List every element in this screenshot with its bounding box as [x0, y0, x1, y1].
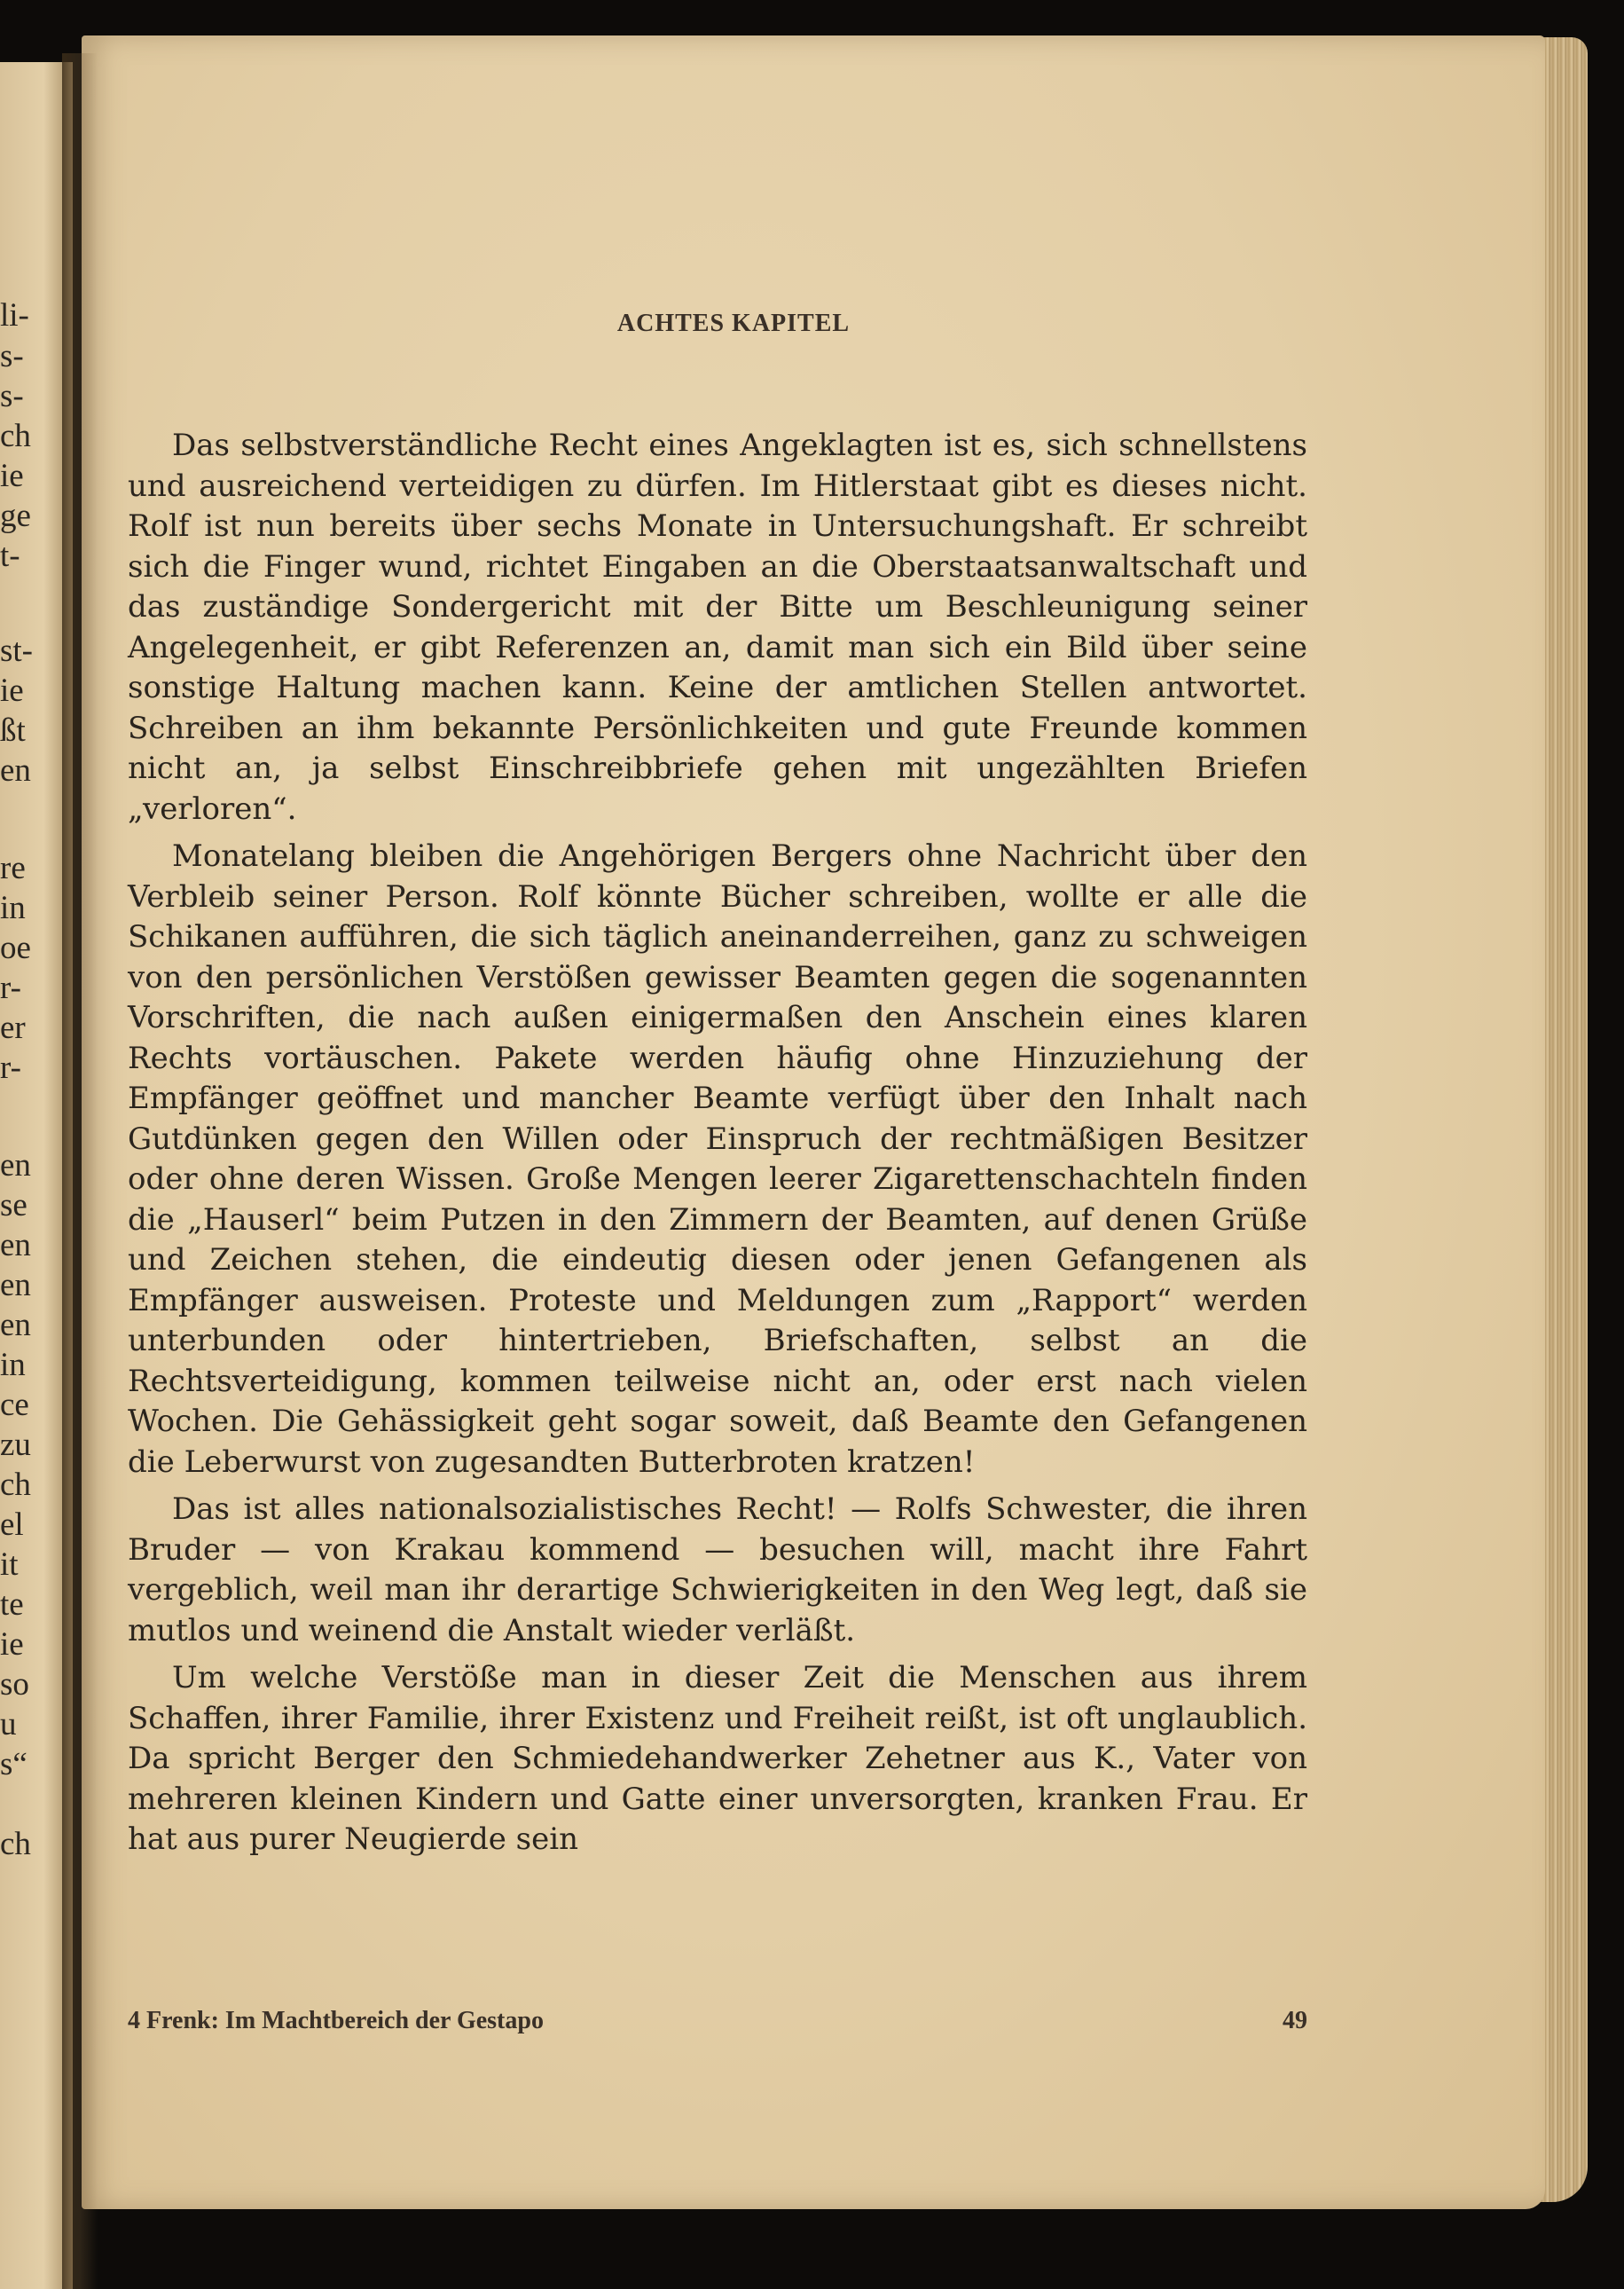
left-page-fragment: ce: [0, 1387, 29, 1423]
paragraph: Um welche Verstöße man in dieser Zeit die Menschen aus ihrem Schaffen, ihrer Familie, ihrer Existenz und Freiheit reißt, ist oft unglaublich. Da spricht Berger den Schmiedehandwerker Zehetner aus K., Vater von mehreren kleinen Kindern und Gatte einer unversorgten, kranken Frau. Er hat aus purer Neugierde sein: [128, 1660, 1307, 1857]
left-page-fragment: li-: [0, 297, 29, 334]
left-page-fragment: re: [0, 850, 26, 886]
left-page-fragment: en: [0, 1267, 31, 1303]
left-page-fragment: in: [0, 1347, 26, 1383]
paragraph: Das ist alles nationalsozialistisches Recht! — Rolfs Schwester, die ihren Bruder — von Krakau kommend — besuchen will, macht ihre Fahrt vergeblich, weil man ihr derartige Schwierigkeiten in den Weg legt, daß sie mutlos und weinend die Anstalt wieder verläßt.: [128, 1491, 1307, 1648]
left-page-fragment: en: [0, 1147, 31, 1184]
paragraph: Das selbstverständliche Recht eines Angeklagten ist es, sich schnellstens und ausreichend verteidigen zu dürfen. Im Hitlerstaat gibt es dieses nicht. Rolf ist nun bereits über sechs Monate in Untersuchungshaft. Er schreibt sich die Finger wund, richtet Eingaben an die Oberstaatsanwaltschaft und das zuständige Sondergericht mit der Bitte um Beschleunigung seiner Angelegenheit, er gibt Referenzen an, damit man sich ein Bild über seine sonstige Haltung machen kann. Keine der amtlichen Stellen antwortet. Schreiben an ihm bekannte Persönlichkeiten und gute Freunde kommen nicht an, ja selbst Einschreibbriefe gehen mit ungezählten Briefen „verloren“.: [128, 428, 1307, 827]
book-page: [82, 35, 1545, 2209]
gutter-shadow: [62, 53, 98, 2289]
left-page-fragment: ie: [0, 1626, 24, 1663]
left-page-fragment: t-: [0, 538, 20, 574]
page-number: 49: [1283, 2007, 1307, 2034]
left-page-fragment: ie: [0, 458, 24, 494]
left-page-fragment: s-: [0, 338, 24, 374]
left-page-fragment: ch: [0, 418, 31, 454]
left-page-fragment: r-: [0, 1050, 21, 1086]
left-page-fragment: s-: [0, 378, 24, 414]
left-page-fragment: it: [0, 1546, 19, 1583]
left-page-fragment: en: [0, 752, 31, 789]
left-page-fragment: r-: [0, 970, 21, 1006]
left-page-fragment: en: [0, 1227, 31, 1263]
left-page-fragment: er: [0, 1010, 26, 1046]
chapter-heading: ACHTES KAPITEL: [616, 310, 851, 337]
left-page-fragment: ge: [0, 498, 31, 534]
left-page-fragment: ßt: [0, 712, 26, 749]
left-page-fragment: s“: [0, 1746, 27, 1782]
left-page-fragment: so: [0, 1666, 29, 1703]
left-page-fragment: zu: [0, 1427, 31, 1463]
signature-line: 4 Frenk: Im Machtbereich der Gestapo: [128, 2007, 544, 2034]
left-page-fragment: oe: [0, 930, 31, 966]
left-page-fragment: en: [0, 1307, 31, 1343]
left-page-fragment: st-: [0, 633, 33, 669]
body-text: [128, 426, 1307, 1868]
left-page-fragment: ch: [0, 1826, 31, 1862]
left-page-fragment: ie: [0, 673, 24, 709]
left-page-fragment: u: [0, 1706, 17, 1742]
left-page-fragment: ch: [0, 1467, 31, 1503]
left-page-fragment: te: [0, 1586, 24, 1623]
left-page-fragment: in: [0, 890, 26, 926]
paragraph: Monatelang bleiben die Angehörigen Bergers ohne Nachricht über den Verbleib seiner Person. Rolf könnte Bücher schreiben, wollte er alle die Schikanen aufführen, die sich täglich aneinanderreihen, ganz zu schweigen von den persönlichen Verstößen gewisser Beamten gegen die sogenannten Vorschriften, die nach außen einigermaßen den Anschein eines klaren Rechts vortäuschen. Pakete werden häufig ohne Hinzuziehung der Empfänger geöffnet und mancher Beamte verfügt über den Inhalt nach Gutdünken gegen den Willen oder Einspruch der rechtmäßigen Besitzer oder ohne deren Wissen. Große Mengen leerer Zigarettenschachteln finden die „Hauserl“ beim Putzen in den Zimmern der Beamten, auf denen Grüße und Zeichen stehen, die eindeutig diesen oder jenen Gefangenen als Empfänger ausweisen. Proteste und Meldungen zum „Rapport“ werden unterbunden oder hintertrieben, Briefschaften, selbst an die Rechtsverteidigung, kommen teilweise nicht an, oder erst nach vielen Wochen. Die Gehässigkeit geht sogar soweit, daß Beamte den Gefangenen die Leberwurst von zugesandten Butterbroten kratzen!: [128, 838, 1307, 1480]
left-page-fragment: el: [0, 1506, 24, 1543]
left-page-fragment: se: [0, 1187, 27, 1223]
